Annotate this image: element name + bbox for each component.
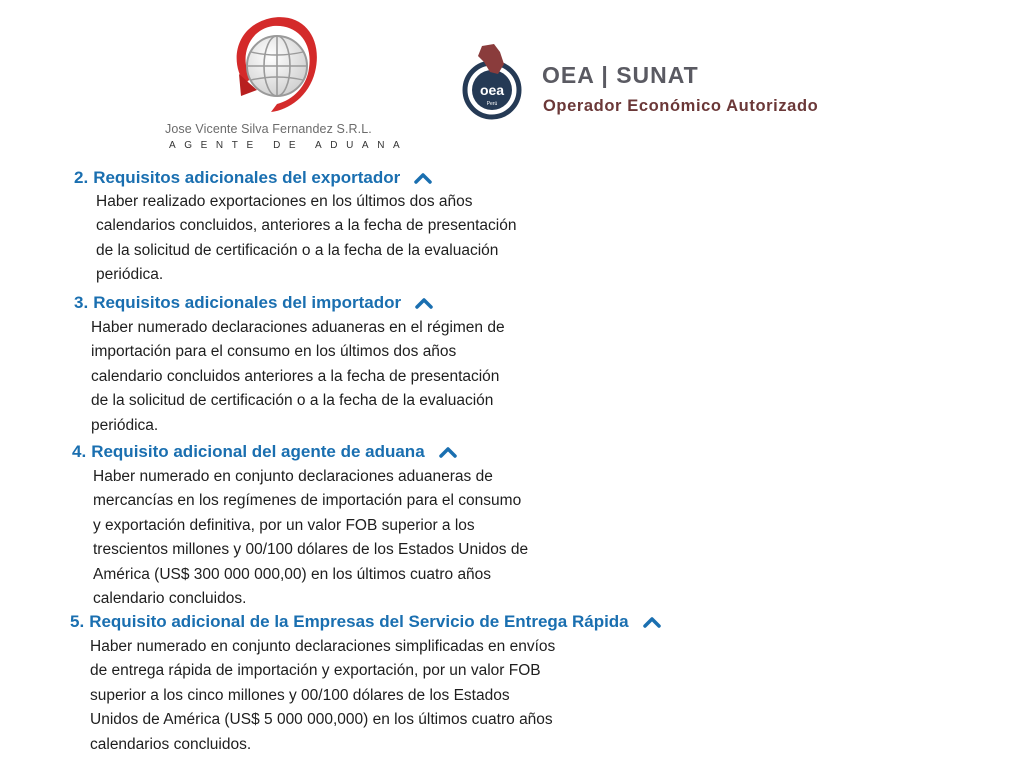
chevron-up-icon[interactable]	[439, 446, 457, 458]
body-line: trescientos millones y 00/100 dólares de los Estados Unidos de	[93, 541, 529, 559]
section-body	[93, 465, 528, 611]
section-title: Requisito adicional de la Empresas del Servicio de Entrega Rápida	[89, 612, 629, 631]
company-logo	[165, 12, 409, 157]
section-number: 4.	[72, 442, 87, 461]
body-line: superior a los cinco millones y 00/100 dólares de los Estados	[90, 686, 510, 704]
section-body	[91, 316, 505, 438]
section-heading[interactable]	[70, 612, 661, 632]
svg-text:oea: oea	[479, 82, 505, 98]
section-title: Requisitos adicionales del exportador	[93, 168, 401, 187]
body-line: periódica.	[91, 416, 159, 434]
section-heading[interactable]	[74, 168, 432, 188]
section-title: Requisito adicional del agente de aduana	[91, 442, 425, 461]
oea-subtitle: Operador Económico Autorizado	[543, 97, 819, 115]
body-line: calendarios concluidos.	[90, 735, 252, 753]
section-number: 3.	[74, 293, 89, 312]
body-line: importación para el consumo en los últimos dos años	[91, 343, 457, 361]
section-number: 2.	[74, 168, 89, 187]
section-body	[96, 190, 516, 288]
body-line: calendario concluidos.	[93, 590, 247, 608]
body-line: Haber realizado exportaciones en los últimos dos años	[96, 193, 473, 210]
svg-text:Perú: Perú	[486, 101, 498, 107]
body-line: Unidos de América (US$ 5 000 000,000) en los últimos cuatro años	[90, 711, 553, 729]
body-line: periódica.	[96, 266, 164, 284]
body-line: Haber numerado en conjunto declaraciones aduaneras de	[93, 468, 493, 485]
chevron-up-icon[interactable]	[414, 172, 432, 184]
body-line: América (US$ 300 000 000,00) en los últimos cuatro años	[93, 565, 492, 583]
section-number: 5.	[70, 612, 85, 631]
section-heading[interactable]	[72, 442, 457, 462]
body-line: de entrega rápida de importación y exportación, por un valor FOB	[90, 662, 541, 680]
body-line: y exportación definitiva, por un valor FOB superior a los	[93, 516, 475, 534]
section-heading[interactable]	[74, 293, 433, 313]
body-line: Haber numerado en conjunto declaraciones simplificadas en envíos	[90, 638, 556, 655]
body-line: calendario concluidos anteriores a la fecha de presentación	[91, 367, 500, 385]
chevron-up-icon[interactable]	[643, 616, 661, 628]
oea-title: OEA | SUNAT	[542, 62, 699, 88]
body-line: mercancías en los regímenes de importación para el consumo	[93, 492, 522, 510]
body-line: calendarios concluidos, anteriores a la fecha de presentación	[96, 217, 517, 235]
body-line: Haber numerado declaraciones aduaneras en el régimen de	[91, 319, 505, 336]
section-title: Requisitos adicionales del importador	[93, 293, 402, 312]
oea-emblem-icon	[460, 42, 528, 124]
company-role: AGENTE DE ADUANA	[169, 140, 409, 151]
chevron-up-icon[interactable]	[415, 297, 433, 309]
globe-arrow-icon	[227, 12, 323, 118]
body-line: de la solicitud de certificación o a la fecha de la evaluación	[91, 392, 494, 410]
company-name: Jose Vicente Silva Fernandez S.R.L.	[165, 122, 372, 136]
section-body	[90, 635, 555, 757]
oea-logo	[460, 42, 890, 128]
body-line: de la solicitud de certificación o a la fecha de la evaluación	[96, 241, 499, 259]
